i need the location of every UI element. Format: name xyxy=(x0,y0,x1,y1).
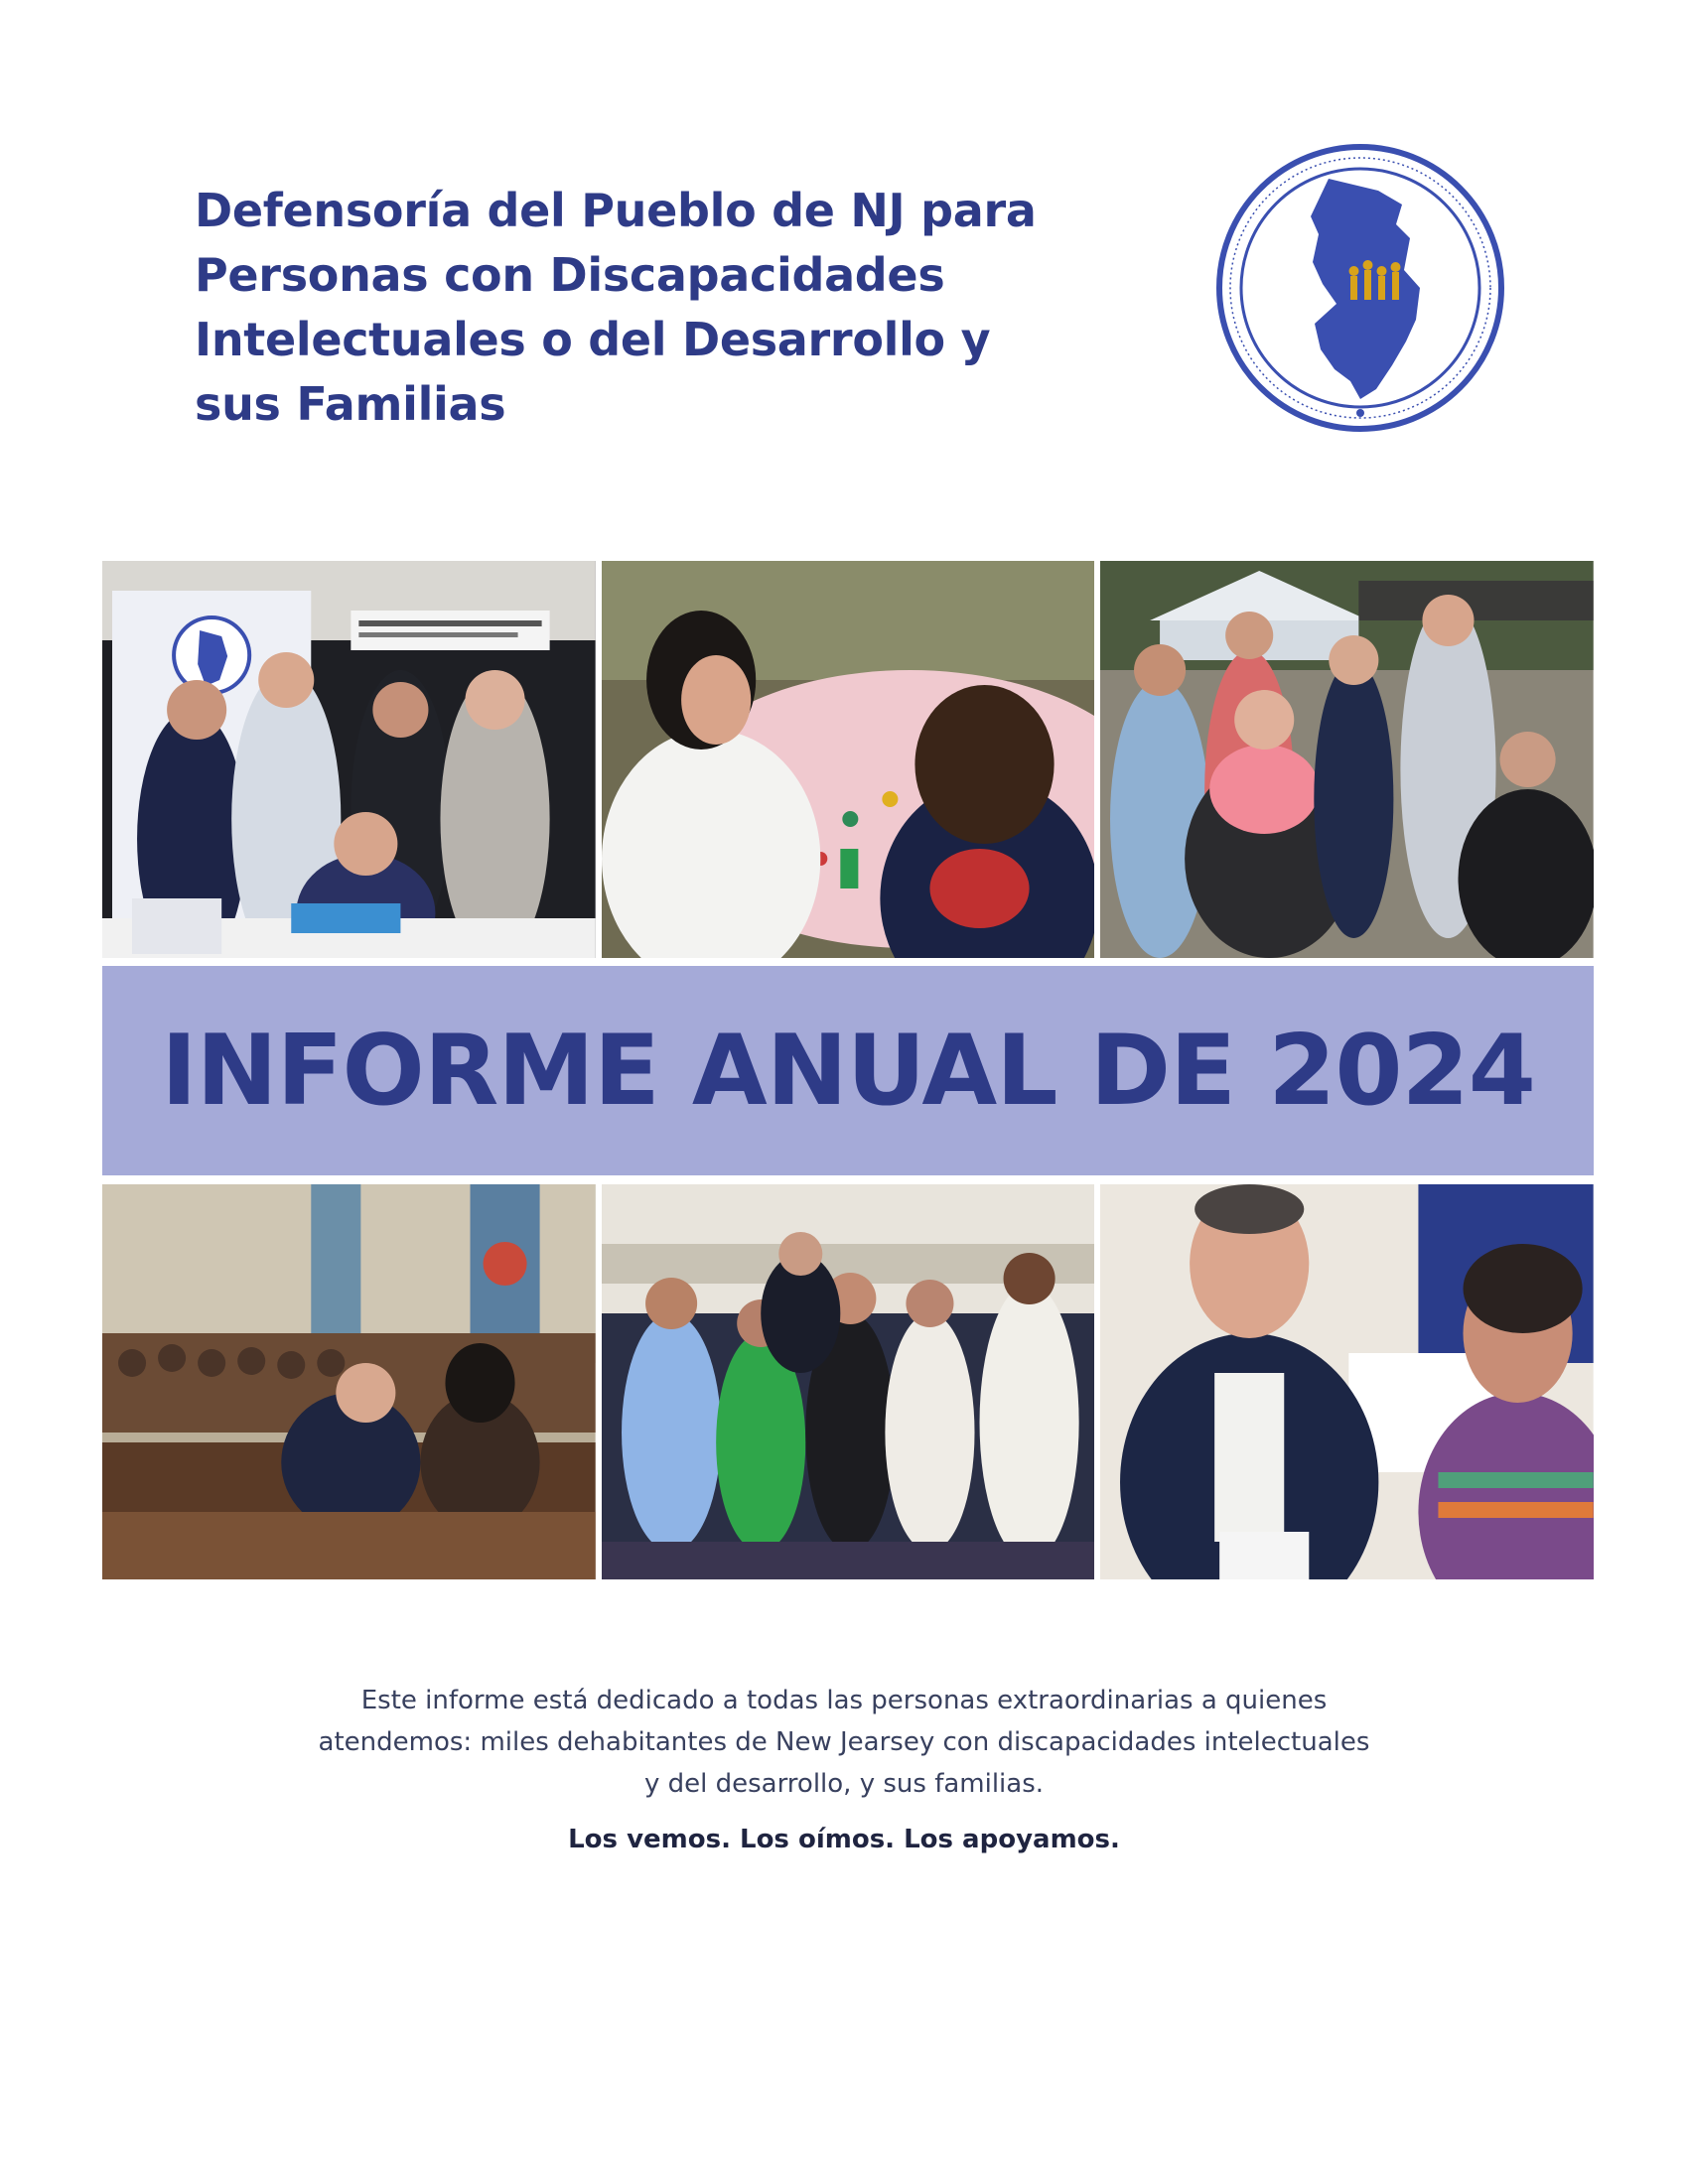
photo-outdoor-community-event xyxy=(1100,561,1594,958)
title-line-3: Intelectuales o del Desarrollo y xyxy=(195,313,991,366)
photo-art-activity-with-child xyxy=(602,561,1095,958)
title-line-2: Personas con Discapacidades xyxy=(195,248,945,302)
photo-legislative-hearing xyxy=(102,1184,596,1579)
bottom-photo-row xyxy=(102,1184,1594,1579)
dedication-text xyxy=(199,1680,1489,1805)
dedication-line-2: atendemos: miles dehabitantes de New Jearsey con discapacidades intelectuales xyxy=(318,1727,1370,1757)
top-photo-row xyxy=(102,561,1594,958)
nj-state-seal-logo xyxy=(1211,139,1509,437)
photo-group-in-ballroom xyxy=(602,1184,1095,1579)
title-line-1: Defensoría del Pueblo de NJ para xyxy=(195,184,1037,237)
dedication-line-1: Este informe está dedicado a todas las personas extraordinarias a quienes xyxy=(360,1686,1328,1715)
annual-report-title: INFORME ANUAL DE 2024 xyxy=(161,1014,1535,1128)
tagline: Los vemos. Los oímos. Los apoyamos. xyxy=(568,1825,1120,1854)
organization-title xyxy=(195,179,1168,437)
photo-staff-at-exhibit-booth xyxy=(102,561,596,958)
photo-conversation-at-event xyxy=(1100,1184,1594,1579)
dedication-line-3: y del desarrollo, y sus familias. xyxy=(643,1769,1045,1799)
title-line-4: sus Familias xyxy=(195,377,506,431)
annual-report-banner xyxy=(102,966,1594,1175)
